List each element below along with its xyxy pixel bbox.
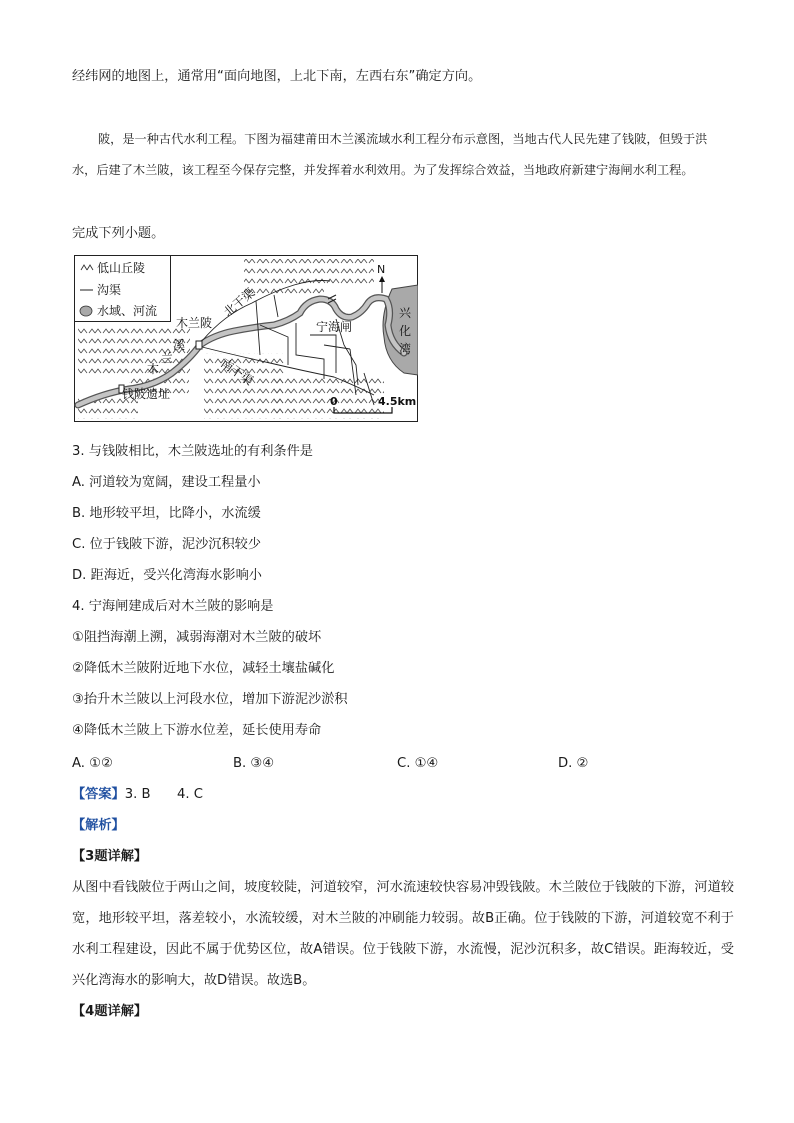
legend-water-label: 水域、河流 <box>97 304 158 318</box>
label-bay-wan: 湾 <box>399 342 412 356</box>
label-south-canal: 南干渠 <box>218 355 256 389</box>
answer-line <box>72 786 203 804</box>
question3-option-b: B. 地形较平坦，比降小，水流缓 <box>72 506 261 521</box>
analysis-tag: 【解析】 <box>72 818 125 833</box>
question3-stem: 3. 与钱陂相比，木兰陂选址的有利条件是 <box>72 444 313 459</box>
question4-statement-2: ②降低木兰陂附近地下水位，减轻土壤盐碱化 <box>72 661 335 676</box>
map-legend <box>75 256 171 322</box>
question4-option-c: C. ①④ <box>397 756 439 771</box>
detail3-title: 【3题详解】 <box>72 849 148 864</box>
question4-statement-1: ①阻挡海潮上溯，减弱海潮对木兰陂的破坏 <box>72 630 322 645</box>
svg-text:4.5km: 4.5km <box>378 395 417 408</box>
passage <box>72 124 727 186</box>
detail4-title: 【4题详解】 <box>72 1004 148 1019</box>
passage-text: 陂，是一种古代水利工程。下图为福建莆田木兰溪流域水利工程分布示意图，当地古代人民先建了钱陂，但毁于洪水，后建了木兰陂，该工程至今保存完整，并发挥着水利效用。为了发挥综合效益，当地政府新建宁海闸水利工程。 <box>72 132 708 177</box>
instruction: 完成下列小题。 <box>72 226 165 241</box>
label-mulan-weir: 木兰陂 <box>176 316 213 330</box>
label-ninghai-gate: 宁海闸 <box>316 320 353 334</box>
mulan-weir-marker <box>196 341 202 349</box>
watershed-map <box>74 255 418 422</box>
question4-option-b: B. ③④ <box>233 756 275 771</box>
intro-line: 经纬网的地图上，通常用“面向地图，上北下南，左西右东”确定方向。 <box>72 69 482 84</box>
label-river-mu: 木 <box>147 362 160 376</box>
question3-option-d: D. 距海近，受兴化湾海水影响小 <box>72 568 262 583</box>
question4-statement-3: ③抬升木兰陂以上河段水位，增加下游泥沙淤积 <box>72 692 348 707</box>
svg-text:0: 0 <box>330 395 338 408</box>
svg-text:N: N <box>377 263 386 276</box>
label-qian-weir-site: 钱陂遗址 <box>122 387 171 401</box>
question4-stem: 4. 宁海闸建成后对木兰陂的影响是 <box>72 599 274 614</box>
question4-statement-4: ④降低木兰陂上下游水位差，延长使用寿命 <box>72 723 322 738</box>
detail3-text: 从图中看钱陂位于两山之间，坡度较陡，河道较窄，河水流速较快容易冲毁钱陂。木兰陂位于钱陂的下游，河道较宽，地形较平坦，落差较小，水流较缓，对木兰陂的冲刷能力较弱。故B正确。位于钱陂的下游，河道较宽不利于水利工程建设，因此不属于优势区位，故A错误。位于钱陂下游，水流慢，泥沙沉积多，故C错误。距海较近，受兴化湾海水的影响大，故D错误。故选B。 <box>72 880 734 988</box>
water-legend-icon <box>80 306 92 316</box>
label-river-xi: 溪 <box>173 338 186 352</box>
answer-tag: 【答案】 <box>72 787 125 802</box>
question4-option-a: A. ①② <box>72 756 113 771</box>
legend-hills-label: 低山丘陵 <box>97 261 146 275</box>
question3-option-c: C. 位于钱陂下游，泥沙沉积较少 <box>72 537 262 552</box>
label-bay-hua: 化 <box>399 324 412 338</box>
label-river-lan: 兰 <box>161 351 174 365</box>
label-north-canal: 北干渠 <box>220 285 258 320</box>
label-bay-xing: 兴 <box>399 306 412 320</box>
question3-option-a: A. 河道较为宽阔，建设工程量小 <box>72 475 261 490</box>
question4-option-d: D. ② <box>558 756 589 771</box>
answer-text: 3. B 4. C <box>124 787 203 802</box>
legend-canal-label: 沟渠 <box>97 283 122 297</box>
